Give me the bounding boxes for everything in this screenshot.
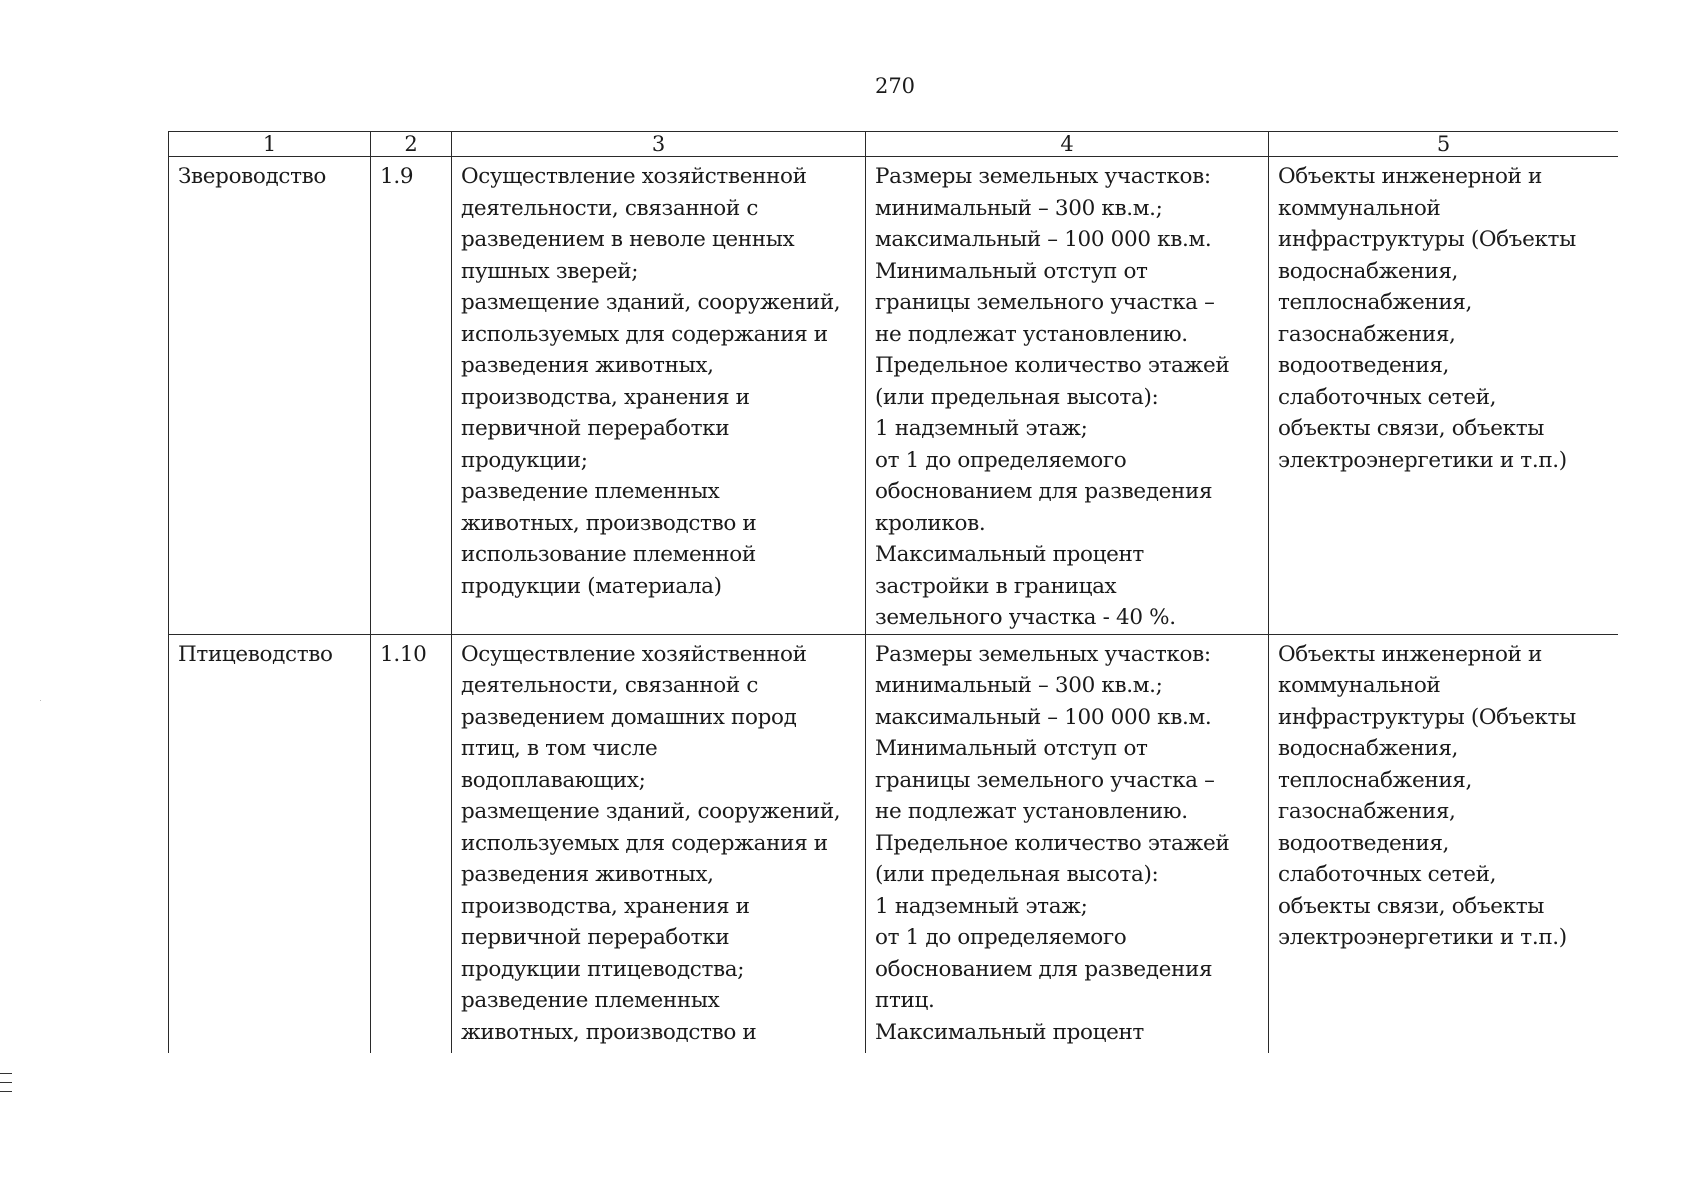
scan-mark — [0, 1091, 12, 1092]
use-type-description: Осуществление хозяйственной деятельности, связанной с разведением в неволе ценных пушных зверей; размещение зданий, сооружений, используемых для содержания и разведения животных, производства, хранения и первичной переработки продукции; разведение племенных животных, производство и использование племенной продукции (материала) — [452, 157, 866, 635]
table-row — [169, 157, 1619, 635]
land-use-table — [168, 131, 1618, 1053]
header-row — [169, 132, 1619, 157]
use-type-objects: Объекты инженерной и коммунальной инфраструктуры (Объекты водоснабжения, теплоснабжения, газоснабжения, водоотведения, слаботочных сетей, объекты связи, объекты электроэнергетики и т.п.) — [1269, 634, 1619, 1053]
header-col-3: 3 — [452, 132, 866, 157]
use-type-parameters: Размеры земельных участков: минимальный – 300 кв.м.; максимальный – 100 000 кв.м. Минимальный отступ от границы земельного участка – не подлежат установлению. Предельное количество этажей (или предельная высота): 1 надземный этаж; от 1 до определяемого обоснованием для разведения птиц. Максимальный процент — [866, 634, 1269, 1053]
header-col-2: 2 — [371, 132, 452, 157]
use-type-code: 1.10 — [371, 634, 452, 1053]
scan-mark — [0, 1073, 12, 1074]
use-type-name: Птицеводство — [169, 634, 371, 1053]
scan-edge-marks — [0, 1073, 12, 1100]
use-type-parameters: Размеры земельных участков: минимальный – 300 кв.м.; максимальный – 100 000 кв.м. Минимальный отступ от границы земельного участка – не подлежат установлению. Предельное количество этажей (или предельная высота): 1 надземный этаж; от 1 до определяемого обоснованием для разведения кроликов. Максимальный процент застройки в границах земельного участка - 40 %. — [866, 157, 1269, 635]
use-type-description: Осуществление хозяйственной деятельности, связанной с разведением домашних пород птиц, в том числе водоплавающих; размещение зданий, сооружений, используемых для содержания и разведения животных, производства, хранения и первичной переработки продукции птицеводства; разведение племенных животных, производство и — [452, 634, 866, 1053]
use-type-code: 1.9 — [371, 157, 452, 635]
header-col-5: 5 — [1269, 132, 1619, 157]
header-col-4: 4 — [866, 132, 1269, 157]
scan-mark — [0, 1082, 12, 1083]
land-use-table-container — [168, 131, 1618, 1053]
table-row — [169, 634, 1619, 1053]
page-number: 270 — [874, 74, 916, 98]
use-type-name: Звероводство — [169, 157, 371, 635]
scan-speck — [40, 700, 41, 701]
header-col-1: 1 — [169, 132, 371, 157]
use-type-objects: Объекты инженерной и коммунальной инфраструктуры (Объекты водоснабжения, теплоснабжения, газоснабжения, водоотведения, слаботочных сетей, объекты связи, объекты электроэнергетики и т.п.) — [1269, 157, 1619, 635]
